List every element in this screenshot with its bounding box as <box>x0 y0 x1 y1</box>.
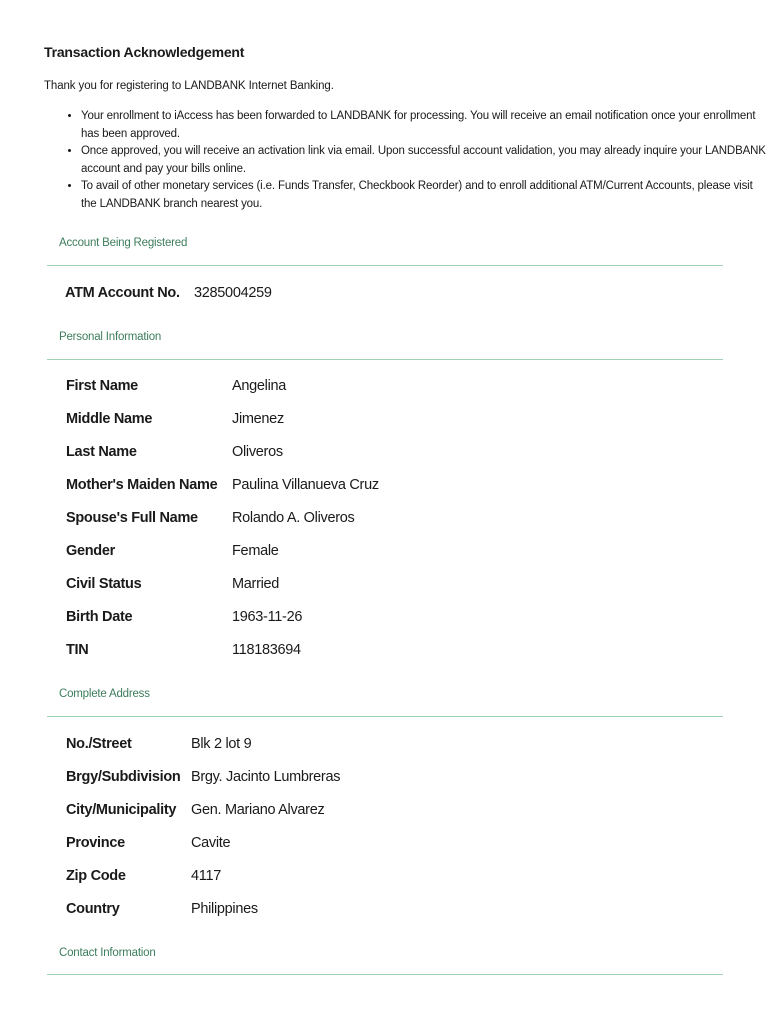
field-value: Blk 2 lot 9 <box>191 736 252 752</box>
field-label: No./Street <box>66 736 132 752</box>
field-value: Brgy. Jacinto Lumbreras <box>191 769 341 785</box>
field-label: Birth Date <box>66 609 133 625</box>
section-header-contact: Contact Information <box>59 947 156 959</box>
field-value: 4117 <box>191 868 221 884</box>
section-divider <box>47 716 723 717</box>
notes-list <box>44 108 768 213</box>
field-label: Civil Status <box>66 576 142 592</box>
field-value: Paulina Villanueva Cruz <box>232 477 379 493</box>
section-divider <box>47 359 723 360</box>
section-header-address: Complete Address <box>59 688 150 700</box>
field-label: TIN <box>66 642 89 658</box>
field-label: Last Name <box>66 444 137 460</box>
section-divider <box>47 265 723 266</box>
field-label: First Name <box>66 378 138 394</box>
field-label: City/Municipality <box>66 802 177 818</box>
field-label: Middle Name <box>66 411 153 427</box>
field-label: Zip Code <box>66 868 126 884</box>
field-label: Brgy/Subdivision <box>66 769 181 785</box>
section-header-personal: Personal Information <box>59 331 162 343</box>
field-value: Married <box>232 576 280 592</box>
field-value: 118183694 <box>232 642 301 658</box>
intro-text: Thank you for registering to LANDBANK Internet Banking. <box>44 80 334 92</box>
field-label: Province <box>66 835 125 851</box>
field-value: Angelina <box>232 378 287 394</box>
atm-account-value: 3285004259 <box>194 285 272 301</box>
atm-account-label: ATM Account No. <box>65 285 180 301</box>
field-label: Mother's Maiden Name <box>66 477 218 493</box>
field-value: Jimenez <box>232 411 284 427</box>
field-value: Philippines <box>191 901 258 917</box>
field-value: Gen. Mariano Alvarez <box>191 802 325 818</box>
field-value: 1963-11-26 <box>232 609 303 625</box>
note-item: • To avail of other monetary services (i.e. Funds Transfer, Checkbook Reorder) and to enroll additional ATM/Current Accounts, please visit the LANDBANK branch nearest you. <box>81 178 768 213</box>
field-value: Female <box>232 543 279 559</box>
field-label: Gender <box>66 543 115 559</box>
section-header-account: Account Being Registered <box>59 237 188 249</box>
field-value: Cavite <box>191 835 231 851</box>
note-item: • Once approved, you will receive an activation link via email. Upon successful account validation, you may already inquire your LANDBANK account and pay your bills online. <box>81 143 768 178</box>
section-divider <box>47 974 723 975</box>
page-title: Transaction Acknowledgement <box>44 44 245 60</box>
field-label: Spouse's Full Name <box>66 510 198 526</box>
note-item: • Your enrollment to iAccess has been forwarded to LANDBANK for processing. You will receive an email notification once your enrollment has been approved. <box>81 108 768 143</box>
field-value: Oliveros <box>232 444 283 460</box>
field-label: Country <box>66 901 120 917</box>
field-value: Rolando A. Oliveros <box>232 510 355 526</box>
